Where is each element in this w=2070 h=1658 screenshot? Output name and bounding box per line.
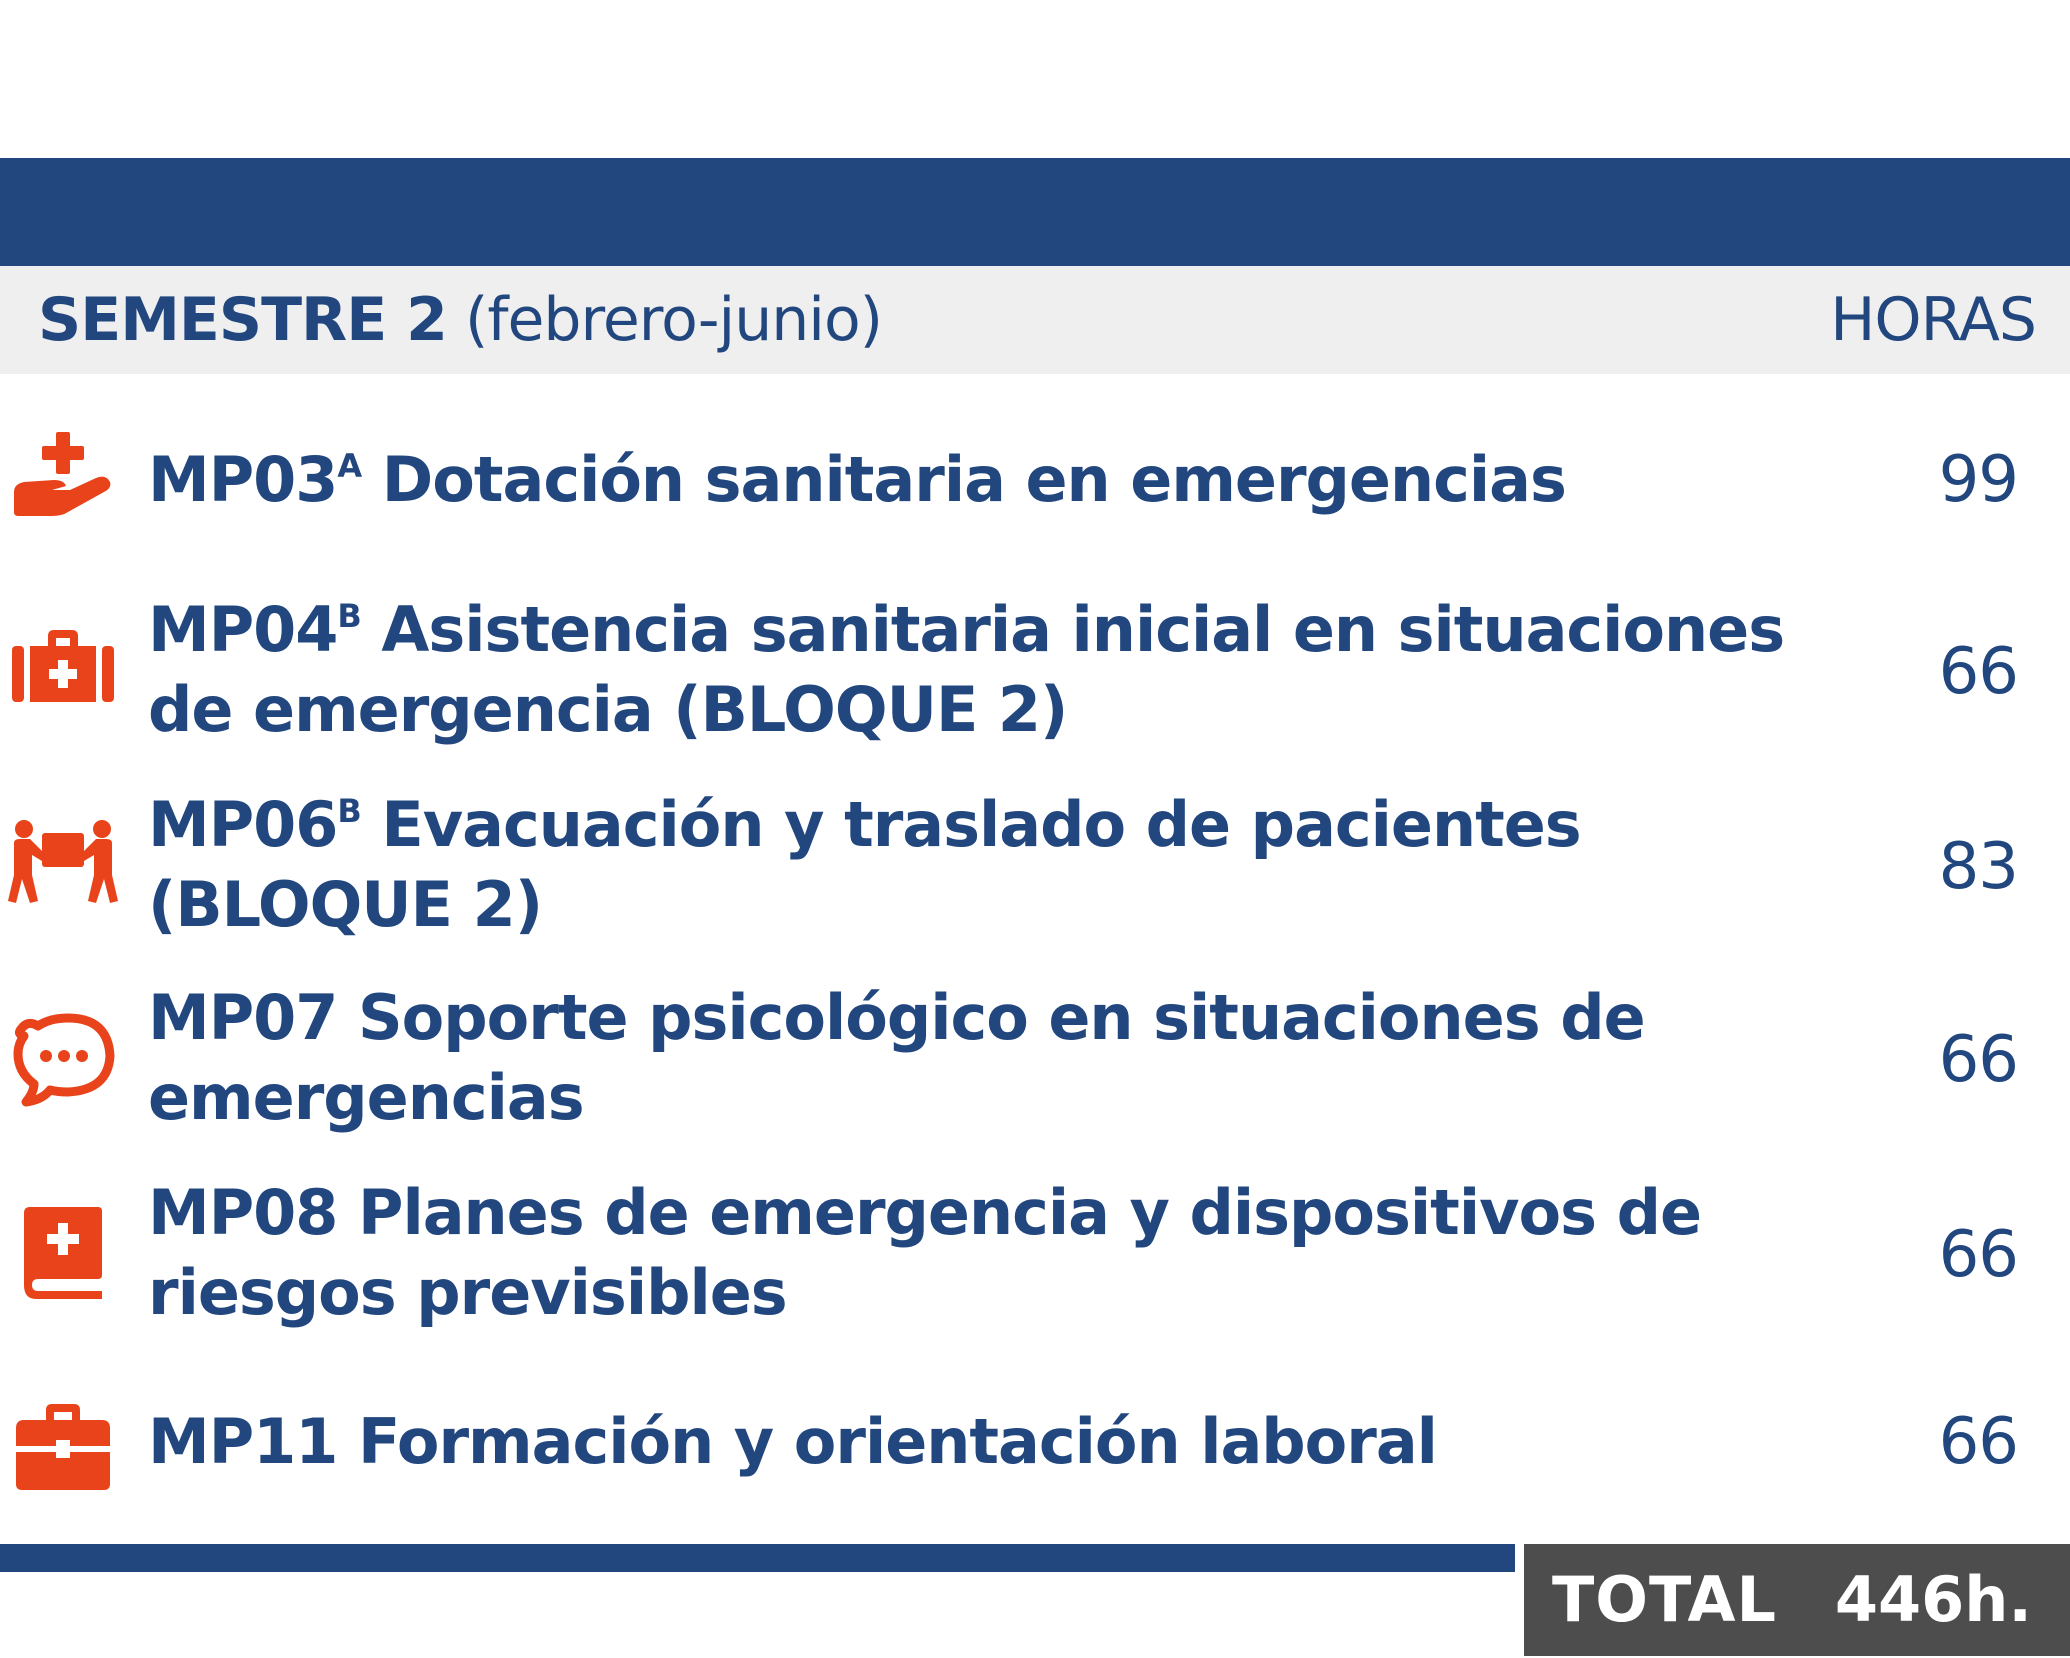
module-hours: 83: [1938, 830, 2018, 904]
total-label: TOTAL: [1552, 1563, 1777, 1636]
total-value: 446h.: [1834, 1563, 2032, 1636]
module-row-mp04: [0, 590, 2070, 760]
module-row-mp07: [0, 978, 2070, 1148]
briefcase-icon: [8, 1390, 118, 1500]
module-hours: 66: [1938, 635, 2018, 709]
module-hours: 66: [1938, 1218, 2018, 1292]
semester-title: [38, 266, 882, 374]
module-hours: 66: [1938, 1023, 2018, 1097]
semester-header: [0, 266, 2070, 374]
module-title: MP07 Soporte psicológico en situaciones de emergencias: [148, 981, 1645, 1134]
hours-column-header: HORAS: [1830, 285, 2036, 355]
module-row-mp03: [0, 410, 2070, 550]
medical-book-icon: [8, 1197, 118, 1307]
module-title: $MP04^B$ Asistencia sanitaria inicial en situaciones de emergencia (BLOQUE 2): [148, 593, 1785, 746]
module-row-mp08: [0, 1173, 2070, 1343]
hand-holding-medical-icon: [8, 420, 118, 530]
module-title: $MP06^B$ Evacuación y traslado de pacientes (BLOQUE 2): [148, 788, 1581, 941]
module-hours: 66: [1938, 1405, 2018, 1479]
semester-name: SEMESTRE 2: [38, 285, 447, 355]
module-row-mp11: [0, 1390, 2070, 1510]
total-box: [1524, 1544, 2070, 1656]
speech-bubble-icon: [8, 1004, 118, 1114]
module-title: MP11 Formación y orientación laboral: [148, 1405, 1437, 1478]
module-hours: 99: [1938, 443, 2018, 517]
bottom-blue-bar: [0, 1544, 1515, 1572]
top-blue-band: [0, 158, 2070, 266]
medical-kit-icon: [8, 616, 118, 726]
semester-period: (febrero-junio): [464, 285, 883, 355]
people-carry-icon: [8, 809, 118, 919]
module-title: MP08 Planes de emergencia y dispositivos de riesgos previsibles: [148, 1176, 1701, 1329]
module-title: $MP03^A$ Dotación sanitaria en emergencias: [148, 443, 1566, 516]
module-row-mp06: [0, 785, 2070, 955]
